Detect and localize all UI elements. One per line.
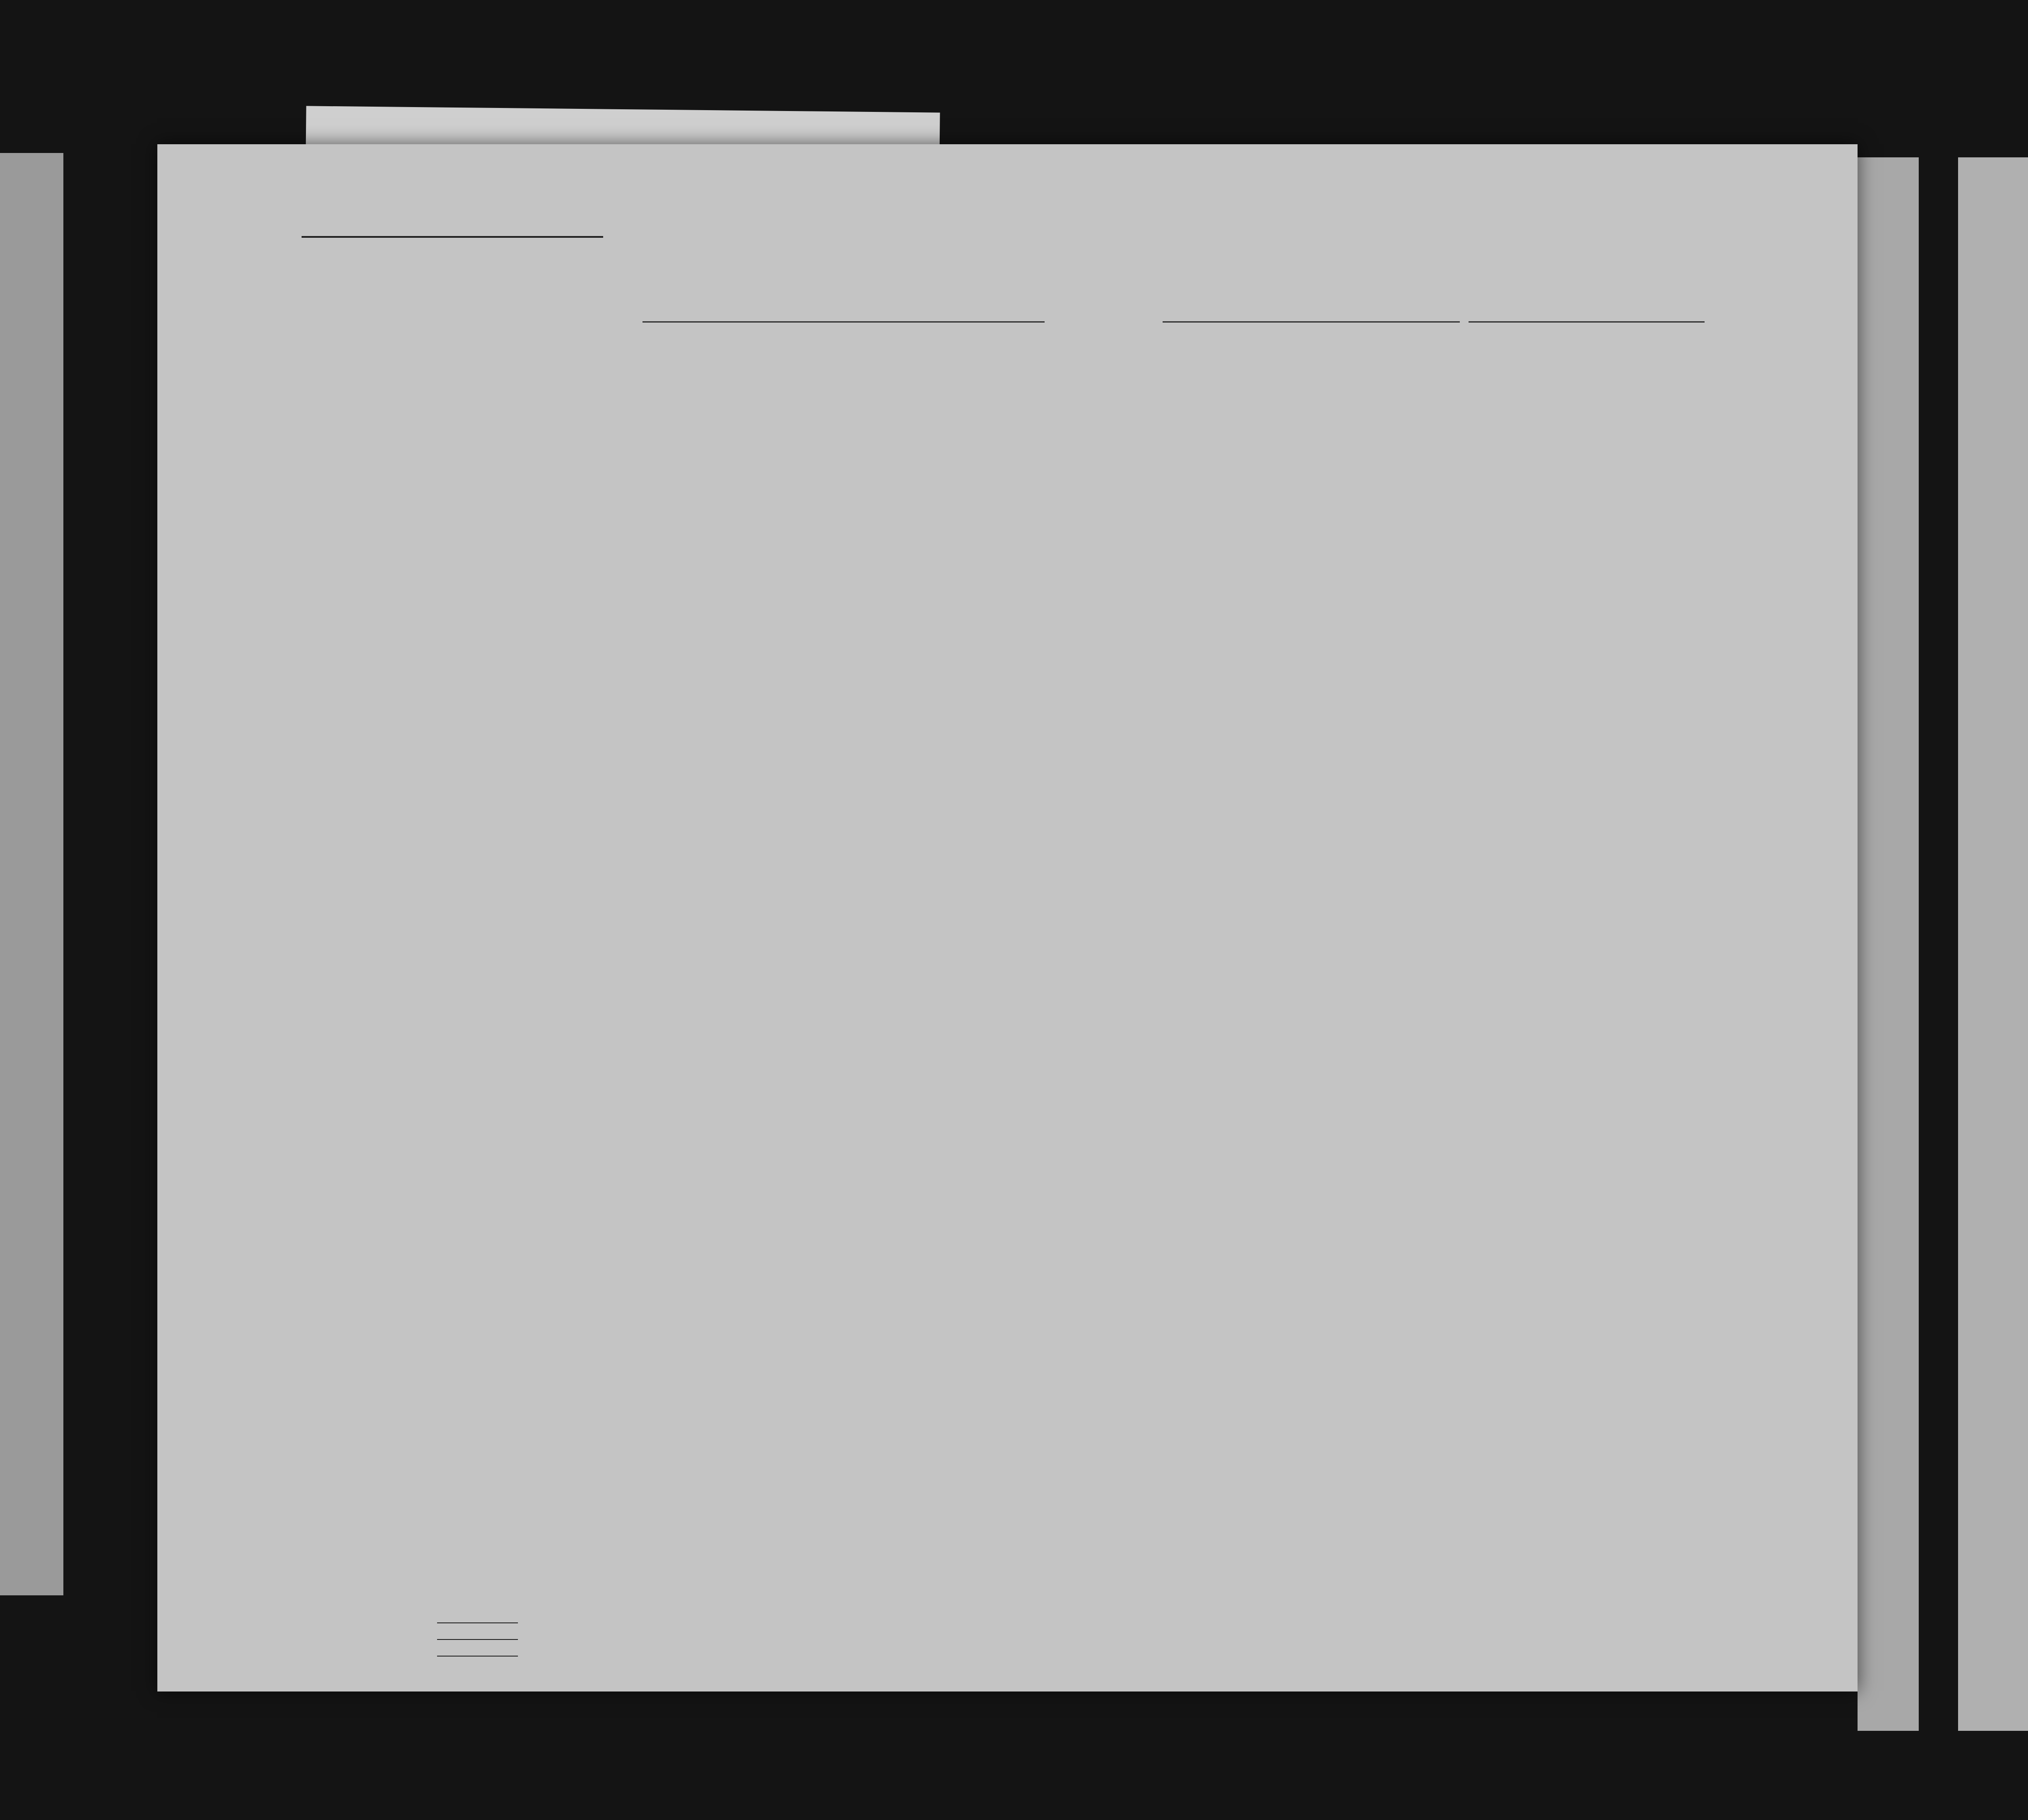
manifest-table [192, 330, 1801, 1606]
right-next-sheet [1958, 157, 2028, 1731]
manifest-sheet [157, 144, 1858, 1691]
list-underline [302, 236, 603, 238]
totals-rule-3 [437, 1656, 518, 1657]
date-line [1469, 321, 1705, 323]
totals-rule-1 [437, 1622, 518, 1623]
ship-name-line [642, 321, 1045, 323]
totals-rule-2 [437, 1639, 518, 1640]
port-line [1163, 321, 1460, 323]
right-adjacent-sheet [1858, 157, 1919, 1731]
left-adjacent-sheet [0, 153, 63, 1595]
